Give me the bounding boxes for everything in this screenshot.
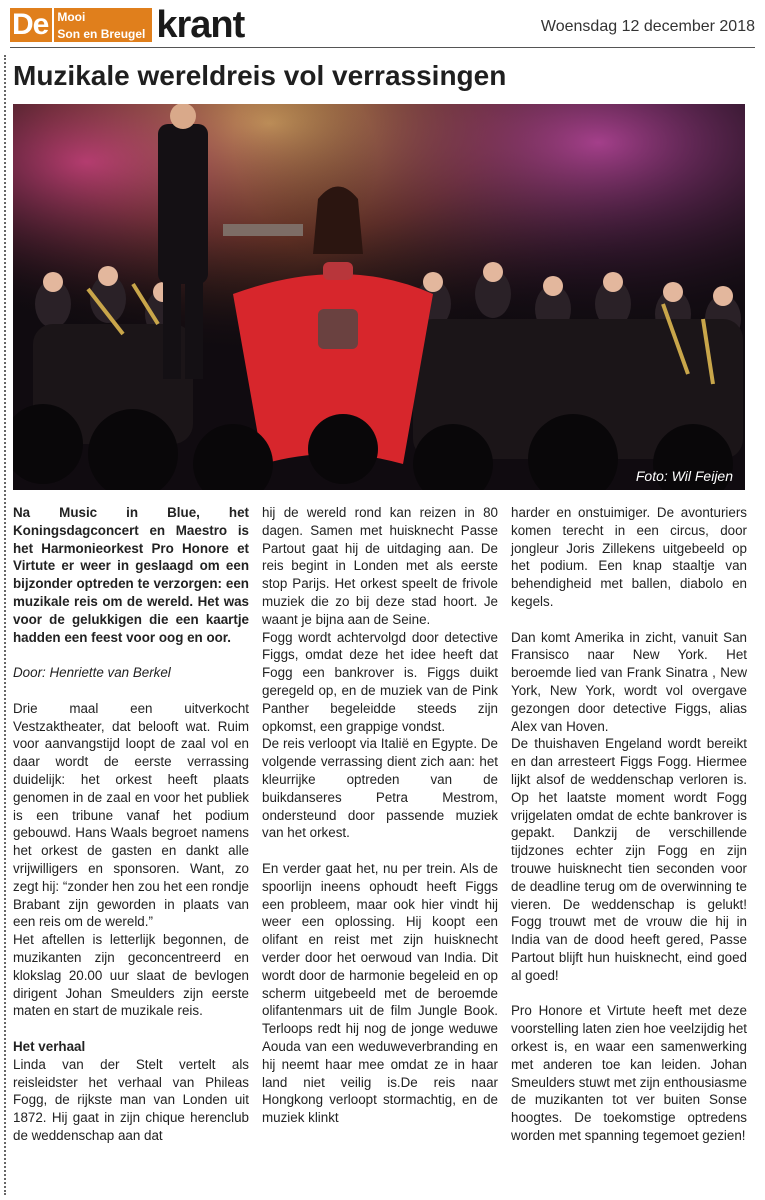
article-column-3 [511, 504, 747, 1145]
paragraph-9: Pro Honore et Virtute heeft met deze voorstelling laten zien hoe veelzijdig het orkest is, en waar een samenwerking met anderen toe kan leiden. Johan Smeulders stuwt met zijn enthousiasme de muzikanten tot ver buiten Sonse hoogtes. De toekomstige optredens worden met spanning tegemoet gezien! [511, 1003, 747, 1143]
article-byline: Door: Henriette van Berkel [13, 665, 171, 681]
article-column-2 [262, 504, 498, 1127]
masthead-rule [10, 47, 755, 48]
logo-town-block [52, 8, 152, 42]
photo-credit: Foto: Wil Feijen [635, 468, 733, 484]
paragraph-6-end: harder en onstuimiger. De avonturiers komen terecht in een circus, door jongleur Joris Zillekens uitgebeeld op het podium. Een knap staaltje van behendigheid met ballen, diabolo en kegels. [511, 505, 747, 609]
paragraph-8: De thuishaven Engeland wordt bereikt en dan arresteert Figgs Fogg. Hiermee lijkt alsof de weddenschap verloren is. Op het laatste moment wordt Fogg vrijgelaten omdat de echte bankrover is gepakt. Dankzij de verschillende tijdzones echter zijn Fogg en zijn trouwe huisknecht tien seconden voor de deadline terug om de overwinning te vieren. De weddenschap is gelukt! Fogg trouwt met de vrouw die hij in India van de dood heeft gered, Passe Partout blijft hun huisknecht, eind goed al goed! [511, 736, 747, 983]
article-lead: Na Music in Blue, het Koningsdagconcert en Maestro is het Harmonieorkest Pro Honore et Virtute er weer in geslaagd om een bijzonder optreden te verzorgen: een muzikale reis om de wereld. Het was voor de gelukkigen die een kaartje hadden een feest voor oog en oor. [13, 505, 249, 645]
logo-line-1: Mooi [57, 9, 86, 24]
paragraph-5: De reis verloopt via Italië en Egypte. De volgende verrassing dient zich aan: het kleurrijke optreden van de buikdanseres Petra Mestrom, ondersteund door passende muziek van het orkest. [262, 736, 498, 841]
paragraph-1: Drie maal een uitverkocht Vestzaktheater, dat belooft wat. Ruim voor aanvangstijd loopt de zaal vol en daar wordt de eerste verrassing duidelijk: het orkest heeft plaats genomen in de zaal en voor het publiek is een tribune vanaf het podium gebouwd. Hans Waals begroet namens het orkest de gasten en dankt alle vrijwilligers en sponsoren. Want, zo zegt hij: “zonder hen zou het een rondje Brabant zijn geworden in plaats van een reis om de wereld.” [13, 700, 249, 930]
newspaper-logo[interactable] [10, 4, 245, 46]
paragraph-4: Fogg wordt achtervolgd door detective Figgs, omdat deze het idee heeft dat Fogg een bankrover is. Figgs duikt geregeld op, en de muziek van de Pink Panther begeleidde steeds zijn opkomst, een grappige vondst. [262, 629, 498, 734]
logo-line-2: Son en Breugel [57, 26, 146, 41]
article-headline: Muzikale wereldreis vol verrassingen [13, 60, 507, 91]
concert-photo[interactable] [13, 104, 745, 490]
paragraph-6-start: En verder gaat het, nu per trein. Als de spoorlijn ineens ophoudt heeft Figgs een probleem, maar ook hier vindt hij weer een oplossing. Hij koopt een olifant en reist met zijn huisknecht verder door het oerwoud van India. Dit wordt door de harmonie begeleid en op scherm uitgebeeld met de beroemde olifantenmars uit de film Jungle Book. Terloops redt hij nog de jonge weduwe Aouda van een weduweverbranding en hij neemt haar mee omdat ze in haar land niet veilig is.De reis naar Hongkong verloopt stormachtig, en de muziek klinkt [262, 860, 498, 1126]
paragraph-7: Dan komt Amerika in zicht, vanuit San Fransisco naar New York. Het beroemde lied van Frank Sinatra , New York, New York, wordt vol overgave gezongen door detective Figgs, alias Alex van Hoven. [511, 629, 747, 734]
paragraph-3-end: hij de wereld rond kan reizen in 80 dagen. Samen met huisknecht Passe Partout gaat hij de uitdaging aan. De reis begint in Londen met als eerste stop Parijs. Het orkest speelt de frivole muziek die zo bij deze stad hoort. Je waant je bijna aan de Seine. [262, 505, 498, 627]
concert-photo-illustration [13, 104, 745, 490]
subhead-het-verhaal: Het verhaal [13, 1038, 86, 1054]
article-column-1 [13, 504, 249, 1145]
paragraph-3-start: Linda van der Stelt vertelt als reisleidster het verhaal van Phileas Fogg, de rijkste man van Londen uit 1872. Hij gaat in zijn chique herenclub de weddenschap aan dat [13, 1056, 249, 1143]
paragraph-2: Het aftellen is letterlijk begonnen, de muzikanten zijn geconcentreerd en klokslag 20.00 uur slaat de bevlogen dirigent Johan Smeulders zijn eerste maten en start de muzikale reis. [13, 932, 249, 1019]
issue-date: Woensdag 12 december 2018 [540, 18, 755, 35]
logo-de: De [10, 8, 52, 42]
logo-krant: krant [156, 4, 245, 46]
dotted-column-border [4, 55, 6, 1195]
masthead [10, 4, 755, 46]
